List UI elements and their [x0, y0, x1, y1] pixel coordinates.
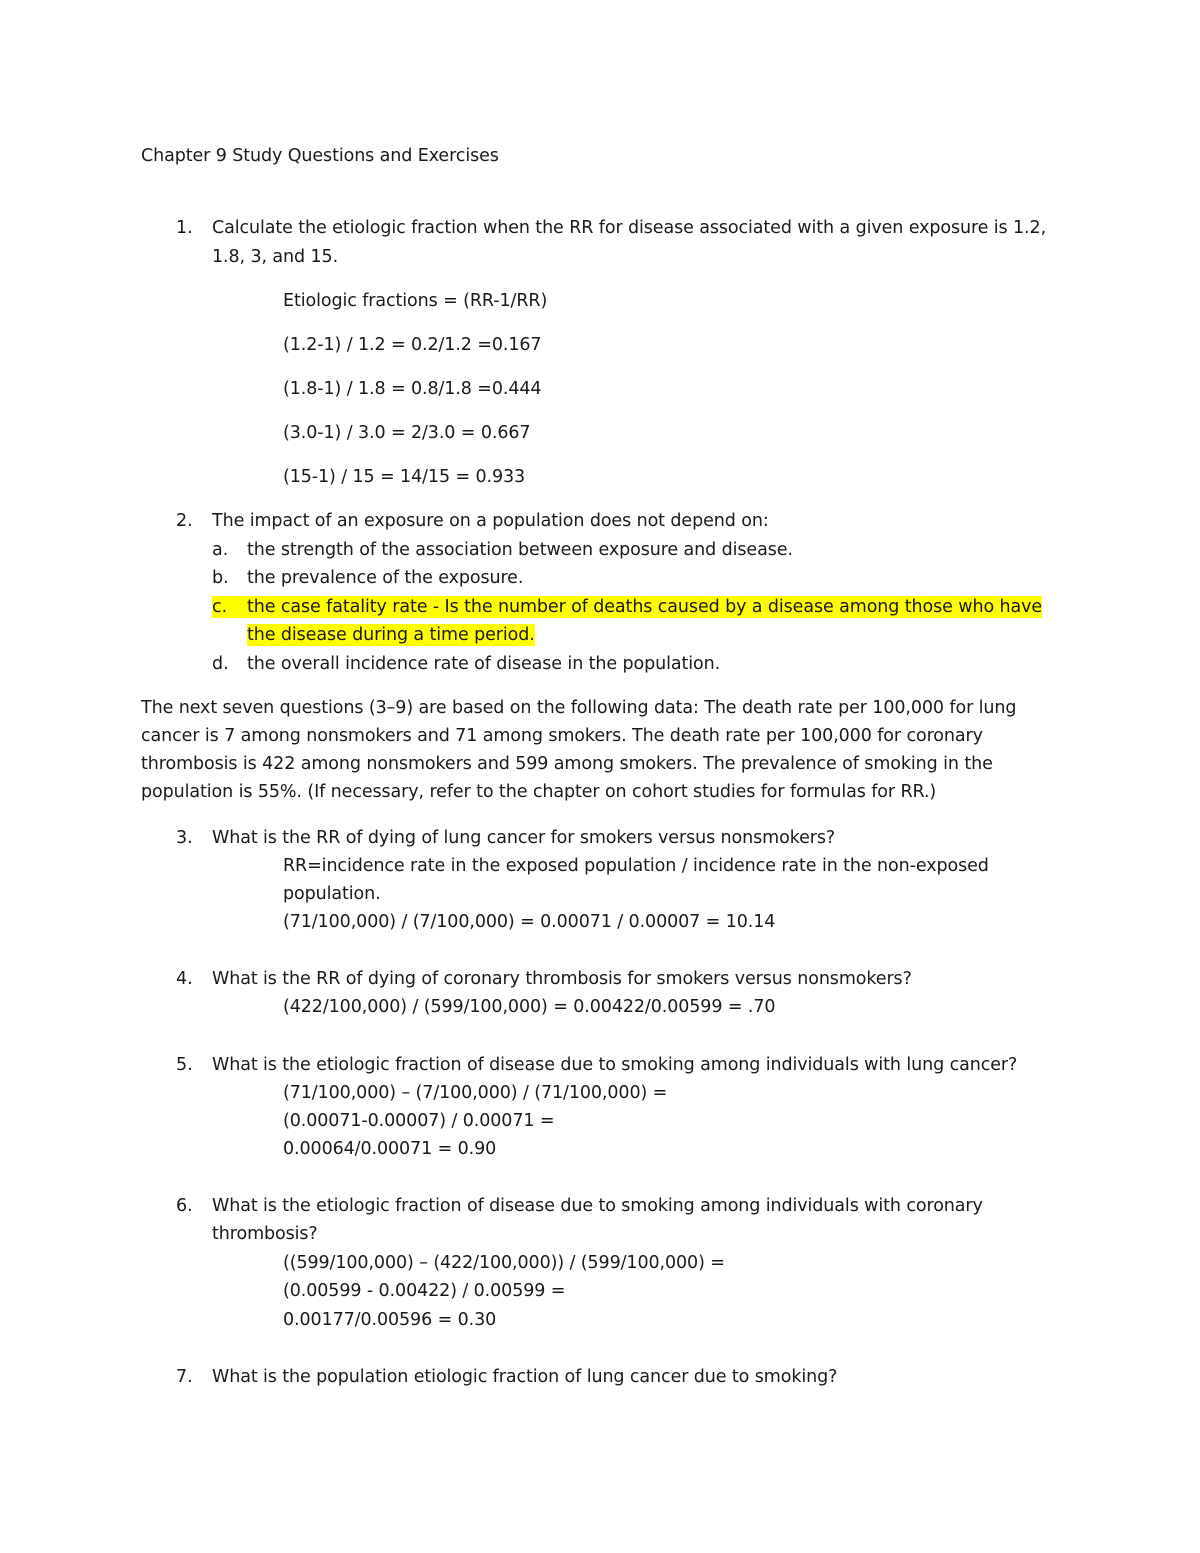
q2-option-text-highlighted-cont: the disease during a time period. — [247, 625, 535, 645]
q2-option-text-highlighted: the case fatality rate - Is the number of deaths caused by a disease among those who have — [247, 597, 1043, 617]
q1-number: 1. — [176, 218, 193, 238]
q3-answer: (71/100,000) / (7/100,000) = 0.00071 / 0.00007 = 10.14 — [283, 912, 776, 932]
q2-option-letter-highlighted: c. — [212, 596, 247, 618]
q6-answer: 0.00177/0.00596 = 0.30 — [283, 1310, 497, 1330]
q3-answer: population. — [283, 884, 381, 904]
q2-option-letter: a. — [212, 540, 229, 560]
q6-text: What is the etiologic fraction of disease due to smoking among individuals with coronary — [212, 1196, 983, 1216]
q1-answer: (1.8-1) / 1.8 = 0.8/1.8 =0.444 — [283, 379, 542, 399]
q2-text: The impact of an exposure on a population does not depend on: — [212, 511, 769, 531]
q1-text: Calculate the etiologic fraction when the RR for disease associated with a given exposure is 1.2, — [212, 218, 1047, 238]
intro-paragraph-line: cancer is 7 among nonsmokers and 71 among smokers. The death rate per 100,000 for coronary — [141, 726, 983, 746]
q3-text: What is the RR of dying of lung cancer for smokers versus nonsmokers? — [212, 828, 836, 848]
q2-option-text: the prevalence of the exposure. — [247, 568, 524, 588]
q1-answer: (3.0-1) / 3.0 = 2/3.0 = 0.667 — [283, 423, 531, 443]
q6-number: 6. — [176, 1196, 193, 1216]
q5-number: 5. — [176, 1055, 193, 1075]
q1-answer-formula: Etiologic fractions = (RR-1/RR) — [283, 291, 548, 311]
intro-paragraph-line: population is 55%. (If necessary, refer to the chapter on cohort studies for formulas for RR.) — [141, 782, 937, 802]
q4-answer: (422/100,000) / (599/100,000) = 0.00422/0.00599 = .70 — [283, 997, 776, 1017]
q4-text: What is the RR of dying of coronary thrombosis for smokers versus nonsmokers? — [212, 969, 912, 989]
q5-text: What is the etiologic fraction of disease due to smoking among individuals with lung cancer? — [212, 1055, 1018, 1075]
intro-paragraph-line: The next seven questions (3–9) are based on the following data: The death rate per 100,000 for lung — [141, 698, 1017, 718]
page-title: Chapter 9 Study Questions and Exercises — [141, 146, 499, 166]
intro-paragraph-line: thrombosis is 422 among nonsmokers and 599 among smokers. The prevalence of smoking in the — [141, 754, 993, 774]
q2-option-letter: d. — [212, 654, 229, 674]
q4-number: 4. — [176, 969, 193, 989]
q7-text: What is the population etiologic fraction of lung cancer due to smoking? — [212, 1367, 838, 1387]
q2-number: 2. — [176, 511, 193, 531]
q6-answer: ((599/100,000) – (422/100,000)) / (599/100,000) = — [283, 1253, 725, 1273]
q6-answer: (0.00599 - 0.00422) / 0.00599 = — [283, 1281, 566, 1301]
q2-option-text: the overall incidence rate of disease in the population. — [247, 654, 721, 674]
q3-number: 3. — [176, 828, 193, 848]
q6-text-cont: thrombosis? — [212, 1224, 318, 1244]
q2-option-letter: b. — [212, 568, 229, 588]
q5-answer: (0.00071-0.00007) / 0.00071 = — [283, 1111, 555, 1131]
q2-option-text: the strength of the association between exposure and disease. — [247, 540, 793, 560]
q7-number: 7. — [176, 1367, 193, 1387]
q3-answer: RR=incidence rate in the exposed population / incidence rate in the non-exposed — [283, 856, 989, 876]
q5-answer: 0.00064/0.00071 = 0.90 — [283, 1139, 497, 1159]
q1-answer: (1.2-1) / 1.2 = 0.2/1.2 =0.167 — [283, 335, 542, 355]
q1-answer: (15-1) / 15 = 14/15 = 0.933 — [283, 467, 526, 487]
q5-answer: (71/100,000) – (7/100,000) / (71/100,000) = — [283, 1083, 668, 1103]
q1-text-cont: 1.8, 3, and 15. — [212, 247, 339, 267]
